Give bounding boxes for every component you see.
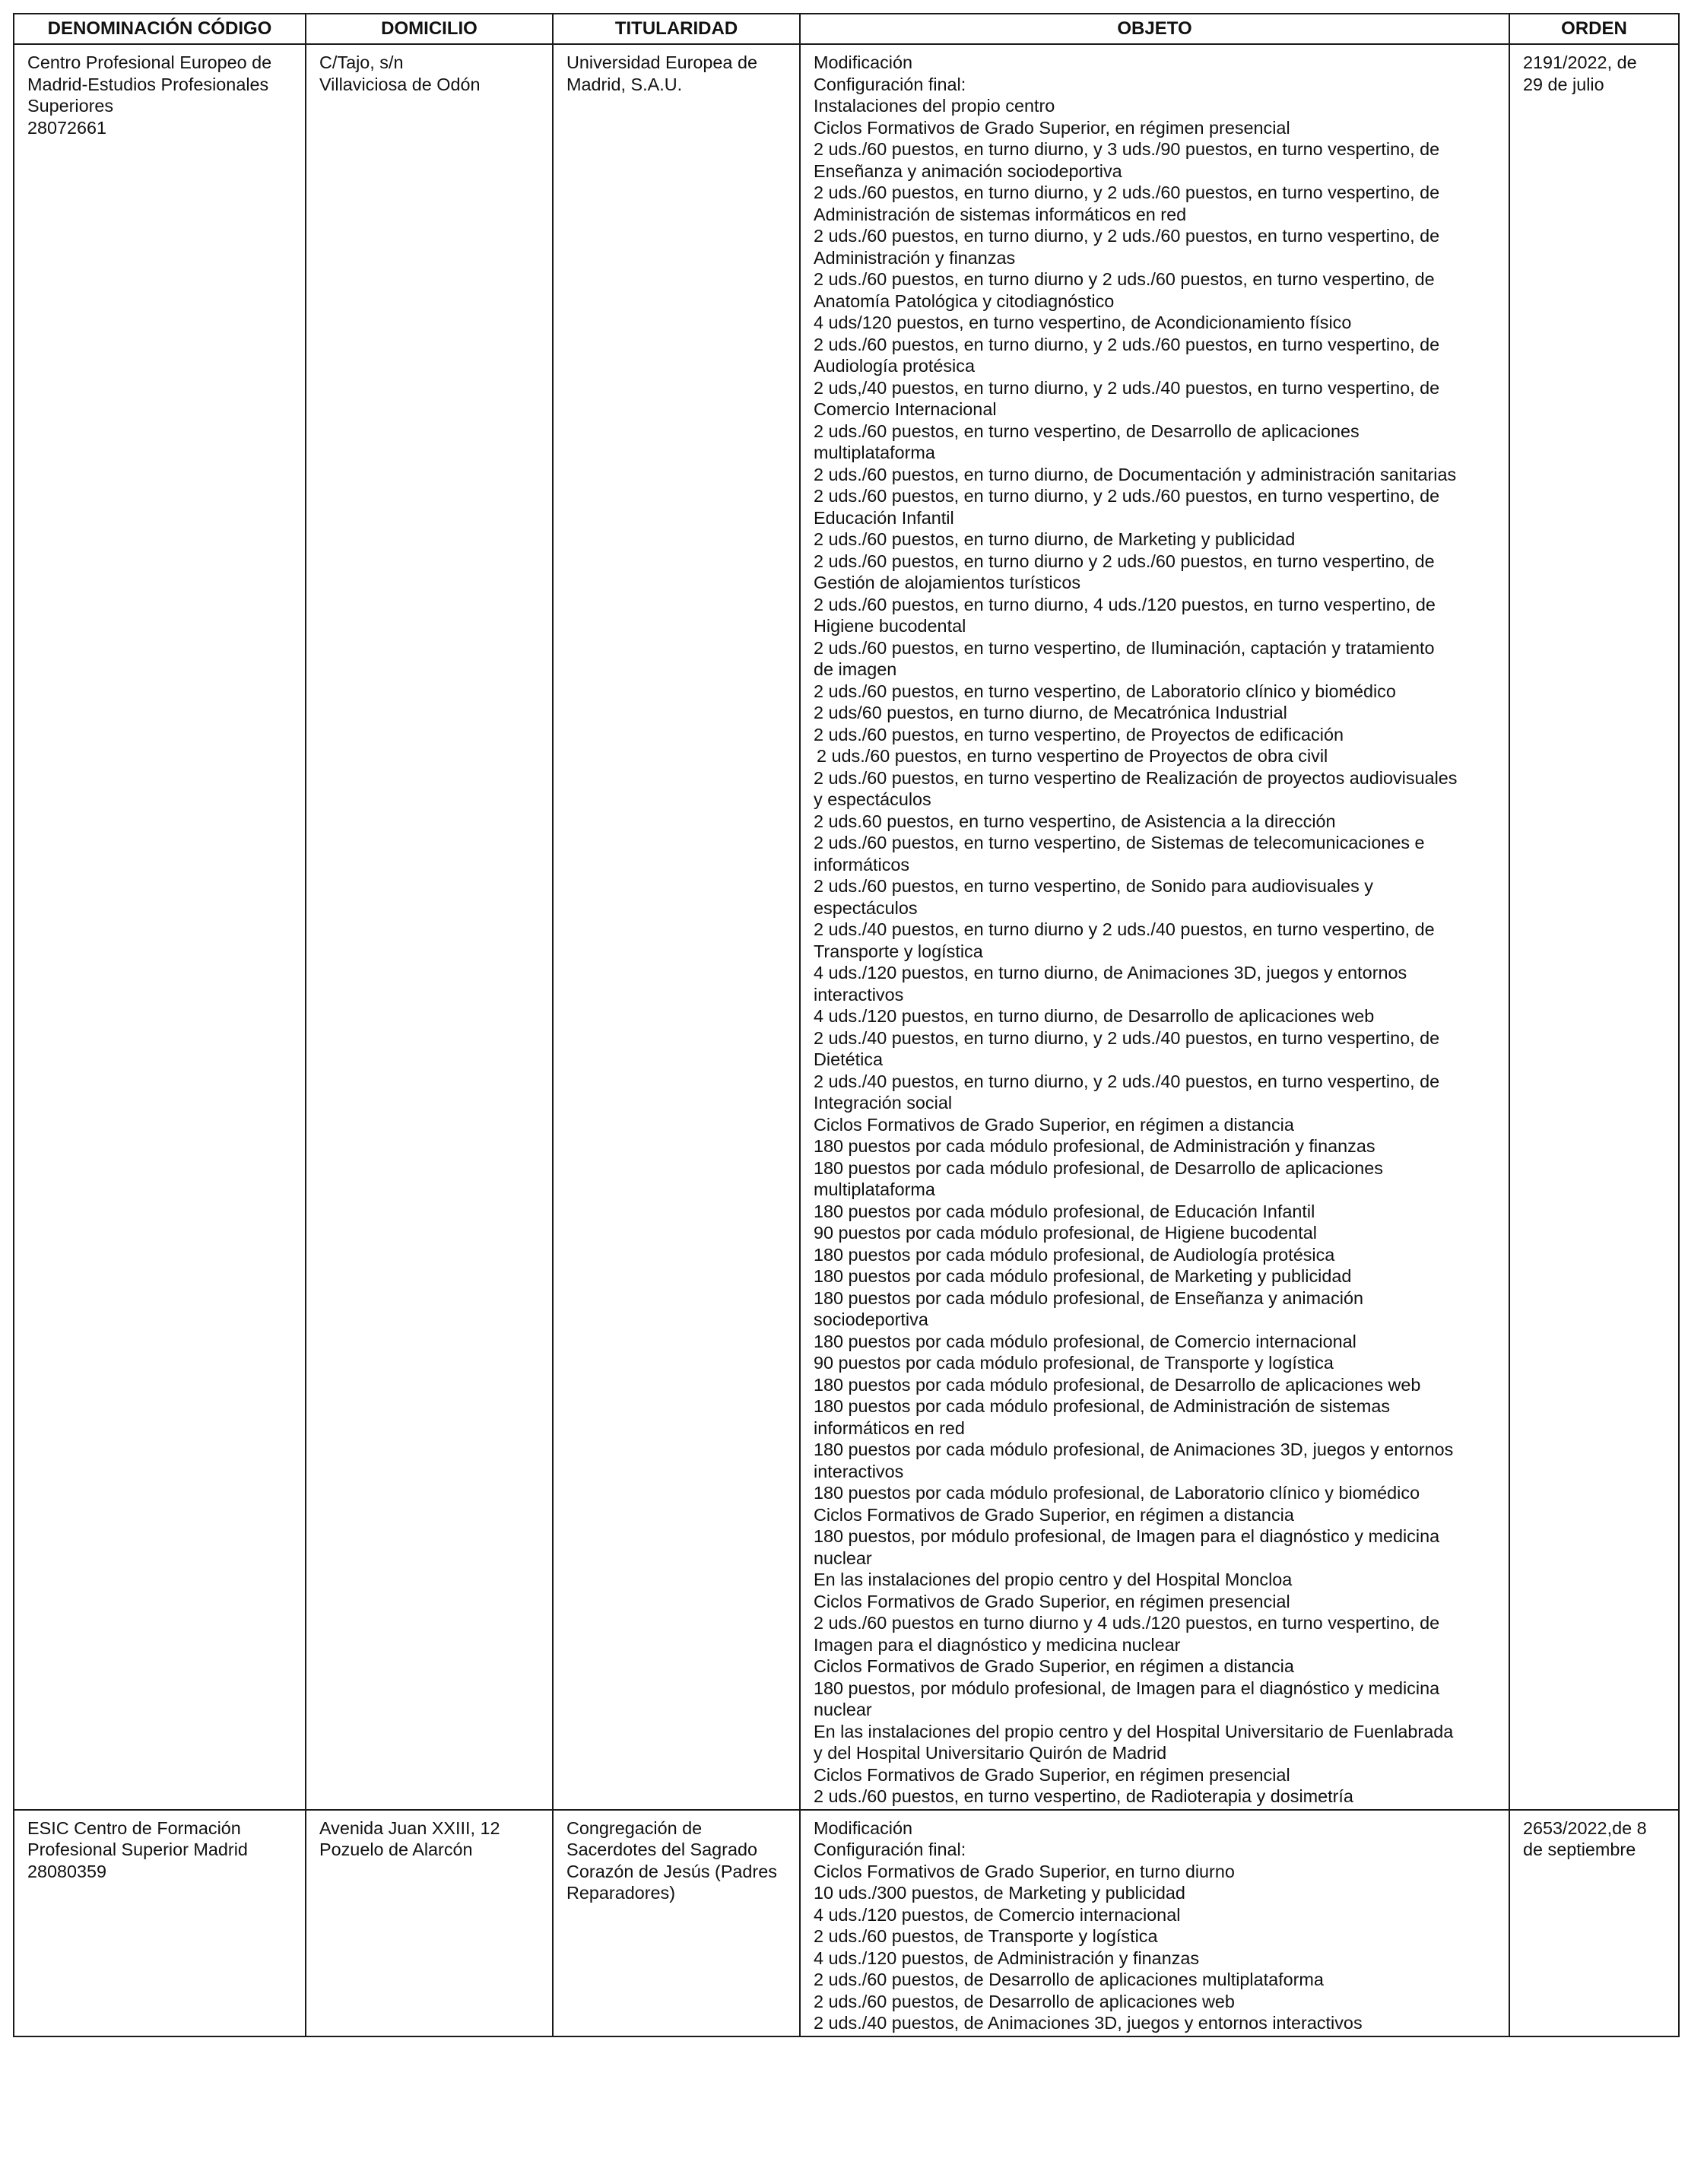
objeto-line: 2 uds./60 puestos, en turno vespertino, de Radioterapia y dosimetría	[814, 1786, 1353, 1806]
objeto-line: interactivos	[814, 984, 904, 1005]
objeto-line: 2 uds./40 puestos, en turno diurno, y 2 uds./40 puestos, en turno vespertino, de	[814, 1071, 1440, 1091]
objeto-line: y espectáculos	[814, 789, 931, 809]
objeto-line: y del Hospital Universitario Quirón de Madrid	[814, 1743, 1167, 1763]
header-titularidad: TITULARIDAD	[553, 14, 800, 44]
objeto-line: informáticos en red	[814, 1417, 965, 1438]
header-domicilio: DOMICILIO	[306, 14, 553, 44]
objeto-line: 2 uds./60 puestos, en turno diurno y 2 uds./60 puestos, en turno vespertino, de	[814, 269, 1435, 289]
objeto-line: 2 uds.60 puestos, en turno vespertino, de Asistencia a la dirección	[814, 811, 1336, 831]
table-row	[14, 44, 1679, 1810]
objeto-line: 2 uds/60 puestos, en turno diurno, de Mecatrónica Industrial	[814, 703, 1287, 722]
objeto-line: nuclear	[814, 1548, 872, 1568]
objeto-line: Enseñanza y animación sociodeportiva	[814, 160, 1122, 181]
objeto-line: 180 puestos por cada módulo profesional, de Comercio internacional	[814, 1331, 1356, 1351]
objeto-line: 180 puestos por cada módulo profesional, de Administración y finanzas	[814, 1136, 1375, 1156]
objeto-line: sociodeportiva	[814, 1309, 928, 1329]
objeto-line: 2 uds,/40 puestos, en turno diurno, y 2 uds./40 puestos, en turno vespertino, de	[814, 377, 1440, 398]
objeto-line: Ciclos Formativos de Grado Superior, en régimen presencial	[814, 117, 1290, 138]
objeto-line: Higiene bucodental	[814, 616, 966, 636]
objeto-line: 180 puestos, por módulo profesional, de Imagen para el diagnóstico y medicina	[814, 1678, 1440, 1698]
objeto-line: 90 puestos por cada módulo profesional, de Transporte y logística	[814, 1353, 1334, 1373]
objeto-line: Integración social	[814, 1093, 953, 1113]
header-objeto: OBJETO	[800, 14, 1509, 44]
objeto-line: 2 uds./60 puestos, de Desarrollo de aplicaciones multiplataforma	[814, 1970, 1324, 1989]
objeto-line: nuclear	[814, 1700, 872, 1719]
objeto-line: interactivos	[814, 1461, 904, 1481]
objeto-line: 2 uds./60 puestos, en turno diurno, y 2 uds./60 puestos, en turno vespertino, de	[814, 486, 1440, 506]
objeto-line: de imagen	[814, 659, 897, 679]
objeto-line: 2 uds./60 puestos, en turno diurno, 4 uds./120 puestos, en turno vespertino, de	[814, 594, 1436, 614]
cell-titularidad	[553, 44, 800, 1810]
cell-domicilio	[306, 1810, 553, 2036]
objeto-line: espectáculos	[814, 897, 918, 918]
objeto-line: Ciclos Formativos de Grado Superior, en régimen presencial	[814, 1764, 1290, 1785]
objeto-line: 10 uds./300 puestos, de Marketing y publicidad	[814, 1883, 1185, 1903]
objeto-line: Configuración final:	[814, 1840, 966, 1859]
domicilio-line: Villaviciosa de Odón	[319, 74, 481, 94]
objeto-line: 4 uds./120 puestos, en turno diurno, de Desarrollo de aplicaciones web	[814, 1006, 1375, 1026]
titularidad-line: Sacerdotes del Sagrado	[566, 1840, 757, 1859]
objeto-line: Ciclos Formativos de Grado Superior, en régimen a distancia	[814, 1114, 1294, 1135]
domicilio-line: Avenida Juan XXIII, 12	[319, 1817, 500, 1838]
titularidad-line: Corazón de Jesús (Padres	[566, 1861, 777, 1881]
orden-line: 2191/2022, de	[1523, 52, 1637, 72]
objeto-line: multiplataforma	[814, 1179, 935, 1199]
objeto-line: Instalaciones del propio centro	[814, 96, 1055, 116]
objeto-line: 2 uds./60 puestos, en turno diurno y 2 uds./60 puestos, en turno vespertino, de	[814, 551, 1435, 571]
objeto-line: En las instalaciones del propio centro y del Hospital Moncloa	[814, 1570, 1293, 1589]
objeto-line: multiplataforma	[814, 443, 935, 462]
objeto-line: Configuración final:	[814, 74, 966, 94]
objeto-line: Administración y finanzas	[814, 247, 1016, 268]
objeto-line: Modificación	[814, 52, 913, 72]
denominacion-line: Centro Profesional Europeo de	[27, 52, 272, 72]
denominacion-line: Superiores	[27, 96, 114, 116]
cell-denominacion	[14, 44, 306, 1810]
cell-orden	[1509, 44, 1679, 1810]
objeto-line: 180 puestos por cada módulo profesional, de Animaciones 3D, juegos y entornos	[814, 1440, 1454, 1459]
objeto-line: Ciclos Formativos de Grado Superior, en régimen presencial	[814, 1591, 1290, 1611]
objeto-line: Imagen para el diagnóstico y medicina nuclear	[814, 1634, 1181, 1655]
objeto-line: 2 uds./40 puestos, de Animaciones 3D, juegos y entornos interactivos	[814, 2013, 1363, 2033]
objeto-line: 2 uds./60 puestos, en turno diurno, y 2 uds./60 puestos, en turno vespertino, de	[814, 334, 1440, 354]
objeto-line: 2 uds./60 puestos en turno diurno y 4 uds./120 puestos, en turno vespertino, de	[814, 1613, 1440, 1633]
objeto-line: 180 puestos, por módulo profesional, de Imagen para el diagnóstico y medicina	[814, 1526, 1440, 1546]
objeto-line: 2 uds./60 puestos, en turno vespertino de Realización de proyectos audiovisuales	[814, 767, 1458, 788]
titularidad-line: Madrid, S.A.U.	[566, 74, 683, 94]
titularidad-line: Congregación de	[566, 1817, 703, 1838]
objeto-line: 4 uds./120 puestos, en turno diurno, de Animaciones 3D, juegos y entornos	[814, 963, 1407, 982]
table-header-row	[14, 14, 1679, 44]
titularidad-line: Universidad Europea de	[566, 52, 757, 72]
objeto-line: 2 uds./60 puestos, de Transporte y logística	[814, 1926, 1158, 1946]
objeto-line: 2 uds./60 puestos, en turno diurno, de Marketing y publicidad	[814, 529, 1296, 549]
cell-objeto	[800, 44, 1509, 1810]
denominacion-line: 28072661	[27, 117, 107, 138]
header-orden: ORDEN	[1509, 14, 1679, 44]
orden-line: 29 de julio	[1523, 74, 1604, 94]
objeto-line: Ciclos Formativos de Grado Superior, en régimen a distancia	[814, 1656, 1294, 1676]
objeto-line: Comercio Internacional	[814, 399, 997, 419]
denominacion-line: Profesional Superior Madrid	[27, 1840, 248, 1859]
objeto-line: 2 uds./60 puestos, en turno vespertino, de Iluminación, captación y tratamiento	[814, 637, 1435, 658]
objeto-line: 2 uds./60 puestos, en turno vespertino, de Sonido para audiovisuales y	[814, 876, 1373, 896]
table-body	[14, 44, 1679, 2036]
denominacion-line: 28080359	[27, 1861, 107, 1881]
objeto-line: 2 uds./60 puestos, en turno diurno, y 3 uds./90 puestos, en turno vespertino, de	[814, 139, 1440, 159]
objeto-line: 2 uds./60 puestos, en turno vespertino de Proyectos de obra civil	[817, 746, 1328, 766]
objeto-line: 180 puestos por cada módulo profesional, de Desarrollo de aplicaciones web	[814, 1374, 1421, 1395]
objeto-line: 2 uds./60 puestos, de Desarrollo de aplicaciones web	[814, 1991, 1235, 2011]
objeto-line: Dietética	[814, 1049, 884, 1069]
objeto-line: 180 puestos por cada módulo profesional, de Educación Infantil	[814, 1201, 1315, 1221]
objeto-line: Administración de sistemas informáticos en red	[814, 204, 1187, 224]
orden-line: 2653/2022,de 8	[1523, 1817, 1647, 1838]
orden-line: de septiembre	[1523, 1840, 1636, 1859]
cell-orden	[1509, 1810, 1679, 2036]
titularidad-line: Reparadores)	[566, 1883, 676, 1903]
objeto-line: Modificación	[814, 1817, 913, 1838]
objeto-line: Transporte y logística	[814, 941, 983, 961]
domicilio-line: C/Tajo, s/n	[319, 52, 404, 72]
objeto-line: Gestión de alojamientos turísticos	[814, 573, 1081, 592]
objeto-line: 2 uds./60 puestos, en turno diurno, y 2 uds./60 puestos, en turno vespertino, de	[814, 226, 1440, 246]
objeto-line: 180 puestos por cada módulo profesional, de Enseñanza y animación	[814, 1287, 1363, 1308]
objeto-line: Anatomía Patológica y citodiagnóstico	[814, 290, 1115, 311]
table-row	[14, 1810, 1679, 2036]
objeto-line: 2 uds./60 puestos, en turno vespertino, de Sistemas de telecomunicaciones e	[814, 833, 1425, 852]
objeto-line: 180 puestos por cada módulo profesional, de Desarrollo de aplicaciones	[814, 1157, 1383, 1178]
objeto-line: Educación Infantil	[814, 507, 954, 528]
header-denominacion: DENOMINACIÓN CÓDIGO	[14, 14, 306, 44]
objeto-line: 180 puestos por cada módulo profesional, de Audiología protésica	[814, 1244, 1335, 1265]
cell-denominacion	[14, 1810, 306, 2036]
objeto-line: Ciclos Formativos de Grado Superior, en turno diurno	[814, 1861, 1235, 1881]
cell-domicilio	[306, 44, 553, 1810]
objeto-line: 180 puestos por cada módulo profesional, de Laboratorio clínico y biomédico	[814, 1483, 1420, 1503]
objeto-line: informáticos	[814, 854, 910, 875]
objeto-line: 2 uds./60 puestos, en turno vespertino, de Proyectos de edificación	[814, 724, 1344, 744]
objeto-line: 4 uds/120 puestos, en turno vespertino, de Acondicionamiento físico	[814, 313, 1352, 332]
objeto-line: Audiología protésica	[814, 356, 975, 376]
objeto-line: 4 uds./120 puestos, de Comercio internacional	[814, 1904, 1181, 1925]
objeto-line: 2 uds./60 puestos, en turno vespertino, de Laboratorio clínico y biomédico	[814, 681, 1396, 701]
objeto-line: 180 puestos por cada módulo profesional, de Marketing y publicidad	[814, 1266, 1352, 1286]
domicilio-line: Pozuelo de Alarcón	[319, 1840, 473, 1859]
objeto-line: Ciclos Formativos de Grado Superior, en régimen a distancia	[814, 1504, 1294, 1525]
objeto-line: 2 uds./60 puestos, en turno diurno, de Documentación y administración sanitarias	[814, 464, 1457, 484]
objeto-line: 2 uds./40 puestos, en turno diurno, y 2 uds./40 puestos, en turno vespertino, de	[814, 1027, 1440, 1048]
denominacion-line: ESIC Centro de Formación	[27, 1817, 241, 1838]
cell-objeto	[800, 1810, 1509, 2036]
denominacion-line: Madrid-Estudios Profesionales	[27, 74, 269, 94]
document-table	[13, 13, 1680, 2037]
objeto-line: 2 uds./40 puestos, en turno diurno y 2 uds./40 puestos, en turno vespertino, de	[814, 919, 1435, 939]
objeto-line: 180 puestos por cada módulo profesional, de Administración de sistemas	[814, 1396, 1391, 1416]
objeto-line: 2 uds./60 puestos, en turno vespertino, de Desarrollo de aplicaciones	[814, 421, 1360, 441]
objeto-line: 4 uds./120 puestos, de Administración y finanzas	[814, 1948, 1200, 1968]
objeto-line: En las instalaciones del propio centro y del Hospital Universitario de Fuenlabrada	[814, 1721, 1454, 1741]
objeto-line: 2 uds./60 puestos, en turno diurno, y 2 uds./60 puestos, en turno vespertino, de	[814, 183, 1440, 202]
objeto-line: 90 puestos por cada módulo profesional, de Higiene bucodental	[814, 1223, 1317, 1243]
cell-titularidad	[553, 1810, 800, 2036]
